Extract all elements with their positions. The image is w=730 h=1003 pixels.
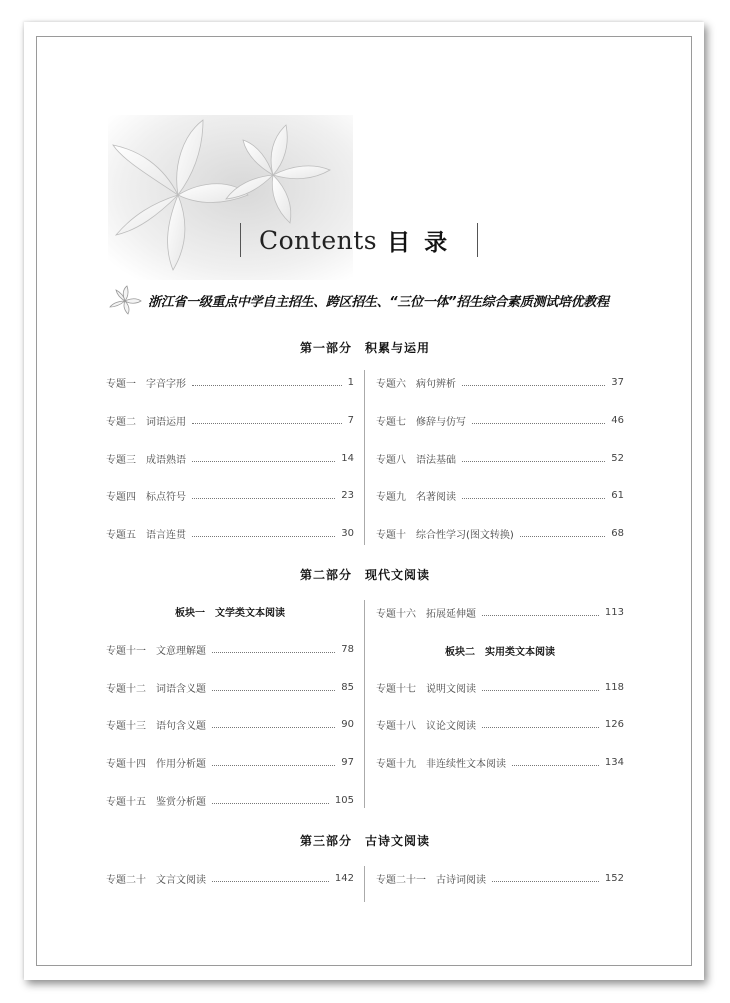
small-flower-icon (108, 285, 142, 315)
entry-page: 90 (341, 718, 354, 730)
toc-entry[interactable] (106, 487, 354, 503)
entry-title: 词语运用 (146, 416, 186, 428)
toc-entry[interactable] (376, 679, 624, 695)
toc-entry[interactable] (106, 450, 354, 466)
entry-title: 字音字形 (146, 378, 186, 390)
entry-page: 52 (611, 452, 624, 464)
entry-page: 7 (347, 414, 354, 426)
entry-label: 专题三 (106, 454, 136, 466)
leader-dots (192, 422, 342, 424)
toc-entry[interactable] (376, 374, 624, 390)
toc-entry[interactable] (376, 487, 624, 503)
subtitle-row (108, 285, 609, 315)
leader-dots (512, 764, 599, 766)
toc-entry[interactable] (106, 374, 354, 390)
leader-dots (472, 422, 605, 424)
entry-label: 专题六 (376, 378, 406, 390)
block-one-title: 板块一 文学类文本阅读 (175, 608, 285, 619)
toc-heading (240, 222, 478, 258)
entry-page: 78 (341, 643, 354, 655)
entry-page: 61 (611, 489, 624, 501)
leader-dots (192, 535, 335, 537)
entry-title: 文意理解题 (156, 645, 206, 657)
entry-label: 专题四 (106, 491, 136, 503)
entry-label: 专题十八 (376, 720, 416, 732)
entry-label: 专题十五 (106, 796, 146, 808)
entry-label: 专题十七 (376, 683, 416, 695)
leader-dots (482, 689, 599, 691)
leader-dots (212, 689, 335, 691)
entry-page: 46 (611, 414, 624, 426)
leader-dots (462, 384, 605, 386)
toc-entry[interactable] (106, 754, 354, 770)
entry-title: 词语含义题 (156, 683, 206, 695)
entry-label: 专题二 (106, 416, 136, 428)
entry-title: 语法基础 (416, 454, 456, 466)
entry-title: 名著阅读 (416, 491, 456, 503)
entry-title: 成语熟语 (146, 454, 186, 466)
leader-dots (462, 497, 605, 499)
block-two-title: 板块二 实用类文本阅读 (445, 647, 555, 658)
column-divider (364, 866, 365, 902)
entry-page: 113 (604, 606, 624, 618)
toc-entry[interactable] (376, 604, 624, 620)
entry-label: 专题二十一 (376, 874, 426, 886)
part-two-title: 第二部分 现代文阅读 (299, 568, 430, 582)
toc-entry[interactable] (106, 641, 354, 657)
leader-dots (482, 726, 599, 728)
entry-label: 专题十二 (106, 683, 146, 695)
heading-right-bar (477, 223, 478, 257)
entry-title: 文言文阅读 (156, 874, 206, 886)
entry-page: 1 (347, 376, 354, 388)
entry-title: 非连续性文本阅读 (426, 758, 506, 770)
entry-title: 语言连贯 (146, 529, 186, 541)
entry-page: 14 (341, 452, 354, 464)
entry-title: 综合性学习(图文转换) (416, 529, 514, 541)
toc-entry[interactable] (376, 412, 624, 428)
part-one-title: 第一部分 积累与运用 (299, 341, 430, 355)
entry-title: 语句含义题 (156, 720, 206, 732)
entry-page: 23 (341, 489, 354, 501)
leader-dots (212, 802, 329, 804)
toc-entry[interactable] (106, 525, 354, 541)
entry-label: 专题十 (376, 529, 406, 541)
entry-page: 134 (604, 756, 624, 768)
toc-entry[interactable] (376, 450, 624, 466)
toc-entry[interactable] (106, 412, 354, 428)
book-subtitle: 浙江省一级重点中学自主招生、跨区招生、“三位一体”招生综合素质测试培优教程 (148, 294, 609, 310)
heading-left-bar (240, 223, 241, 257)
toc-entry[interactable] (106, 792, 354, 808)
entry-title: 拓展延伸题 (426, 608, 476, 620)
leader-dots (192, 497, 335, 499)
entry-title: 鉴赏分析题 (156, 796, 206, 808)
entry-title: 病句辨析 (416, 378, 456, 390)
leader-dots (212, 764, 335, 766)
entry-label: 专题五 (106, 529, 136, 541)
part-three-title: 第三部分 古诗文阅读 (299, 834, 430, 848)
leader-dots (212, 651, 335, 653)
entry-page: 118 (604, 681, 624, 693)
column-divider (364, 600, 365, 808)
entry-page: 126 (604, 718, 624, 730)
column-divider (364, 370, 365, 545)
entry-label: 专题十六 (376, 608, 416, 620)
entry-page: 37 (611, 376, 624, 388)
contents-word: Contents (259, 225, 378, 255)
entry-title: 修辞与仿写 (416, 416, 466, 428)
toc-entry[interactable] (106, 679, 354, 695)
entry-title: 标点符号 (146, 491, 186, 503)
entry-label: 专题十一 (106, 645, 146, 657)
entry-page: 68 (611, 527, 624, 539)
entry-label: 专题九 (376, 491, 406, 503)
toc-entry[interactable] (376, 525, 624, 541)
entry-title: 说明文阅读 (426, 683, 476, 695)
toc-entry[interactable] (376, 754, 624, 770)
leader-dots (192, 460, 335, 462)
leader-dots (520, 535, 605, 537)
entry-page: 30 (341, 527, 354, 539)
leader-dots (492, 880, 599, 882)
leader-dots (212, 726, 335, 728)
toc-entry[interactable] (376, 870, 624, 886)
entry-page: 142 (334, 872, 354, 884)
entry-label: 专题十九 (376, 758, 416, 770)
entry-page: 85 (341, 681, 354, 693)
entry-label: 专题一 (106, 378, 136, 390)
toc-entry[interactable] (376, 716, 624, 732)
entry-page: 97 (341, 756, 354, 768)
entry-label: 专题十四 (106, 758, 146, 770)
entry-title: 议论文阅读 (426, 720, 476, 732)
leader-dots (192, 384, 342, 386)
entry-label: 专题七 (376, 416, 406, 428)
leader-dots (462, 460, 605, 462)
entry-label: 专题二十 (106, 874, 146, 886)
toc-entry[interactable] (106, 716, 354, 732)
entry-title: 古诗词阅读 (436, 874, 486, 886)
leader-dots (212, 880, 329, 882)
toc-entry[interactable] (106, 870, 354, 886)
entry-label: 专题十三 (106, 720, 146, 732)
entry-title: 作用分析题 (156, 758, 206, 770)
entry-label: 专题八 (376, 454, 406, 466)
entry-page: 105 (334, 794, 354, 806)
mulu-title: 目录 (387, 229, 462, 256)
leader-dots (482, 614, 599, 616)
entry-page: 152 (604, 872, 624, 884)
